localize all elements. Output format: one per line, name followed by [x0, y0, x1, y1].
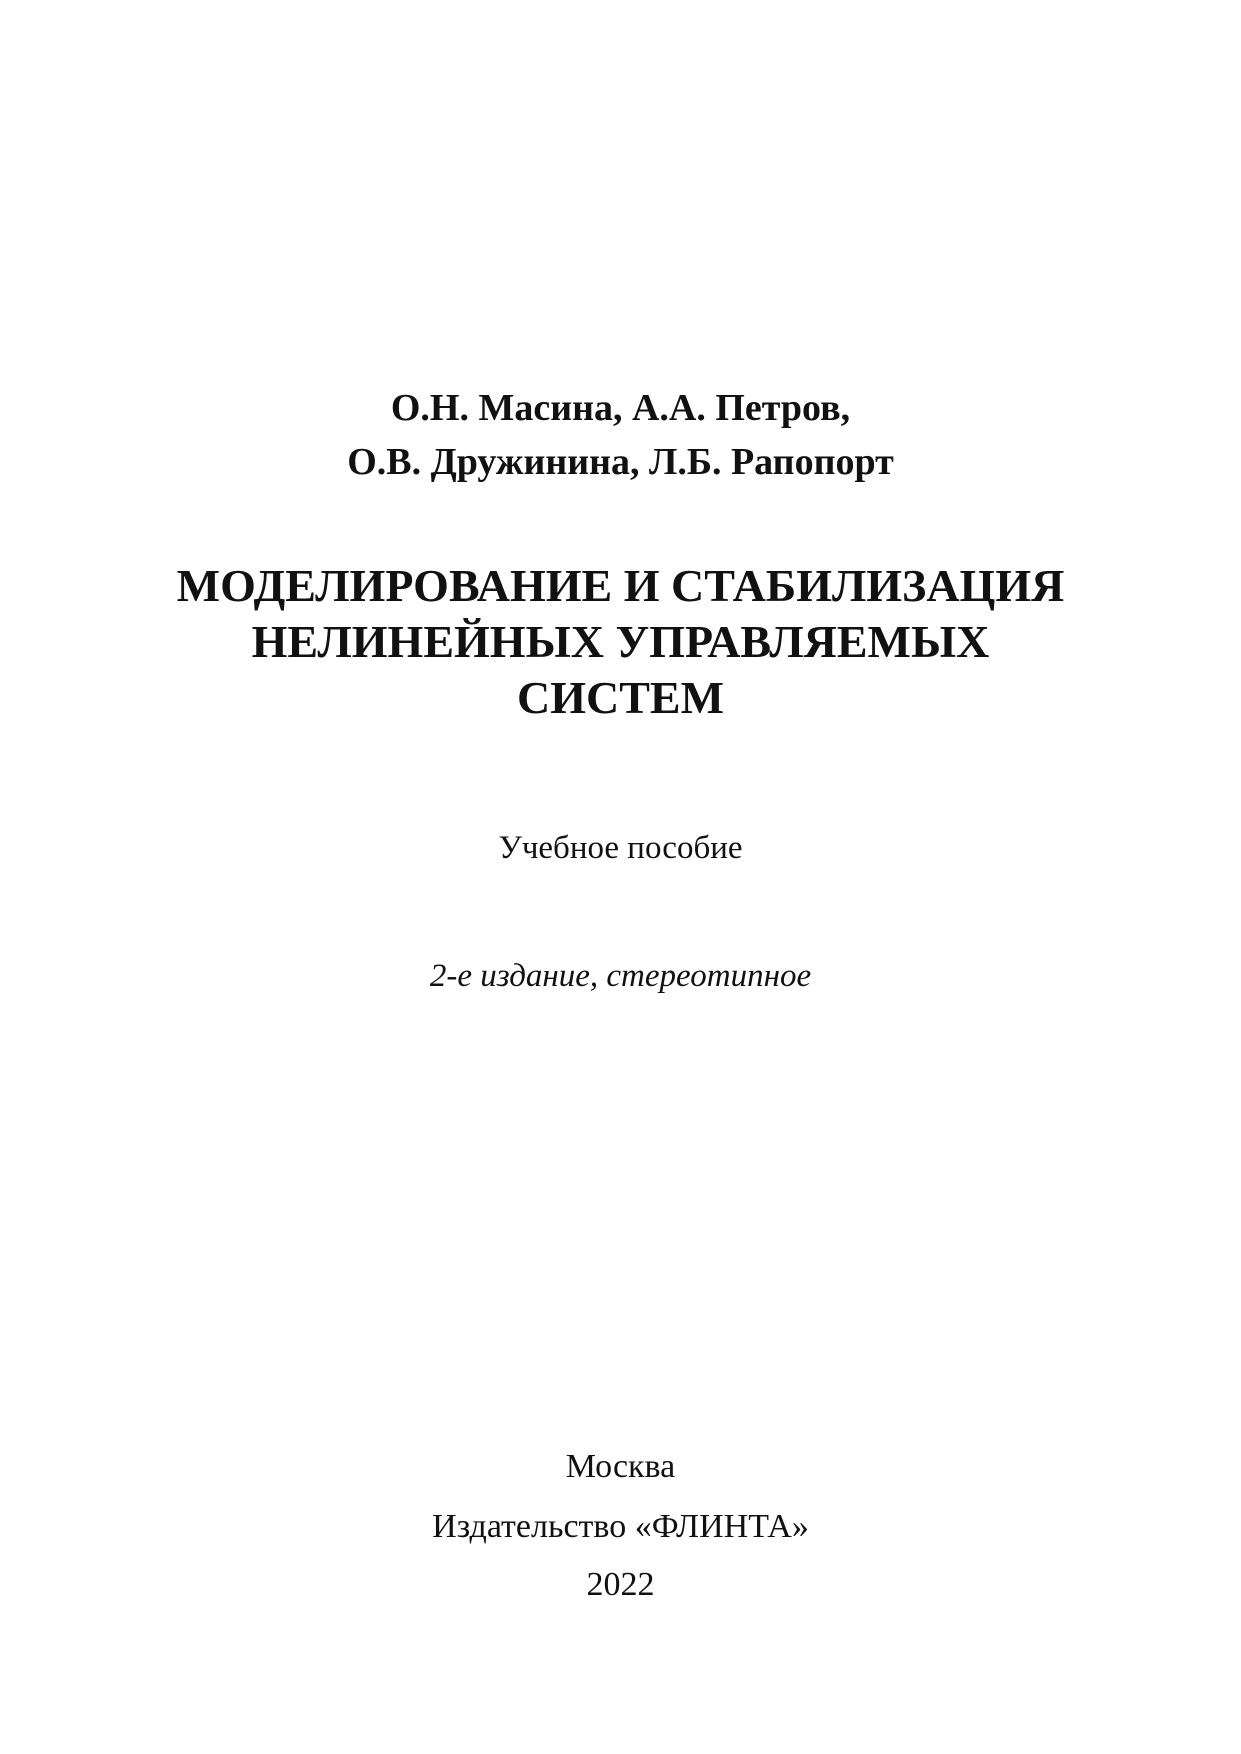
book-title-line-1: МОДЕЛИРОВАНИЕ И СТАБИЛИЗАЦИЯ: [176, 560, 1065, 611]
edition-note: 2-е издание, стереотипное: [429, 958, 812, 994]
imprint-city: Москва: [565, 1448, 676, 1485]
book-title-line-3: СИСТЕМ: [517, 672, 724, 723]
authors-line-2: О.В. Дружинина, Л.Б. Рапопорт: [347, 441, 894, 483]
document-type: Учебное пособие: [498, 830, 743, 866]
authors-line-1: О.Н. Масина, А.А. Петров,: [390, 387, 851, 429]
book-title-line-2: НЕЛИНЕЙНЫХ УПРАВЛЯЕМЫХ: [251, 616, 990, 667]
imprint-year: 2022: [586, 1566, 655, 1603]
imprint-publisher: Издательство «ФЛИНТА»: [432, 1508, 809, 1545]
